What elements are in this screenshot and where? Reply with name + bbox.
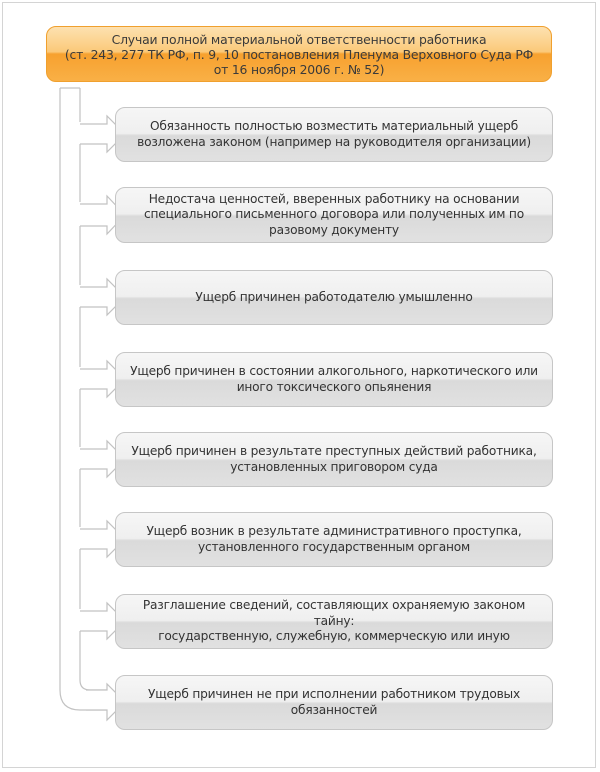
case-line: разовому документу (269, 222, 399, 237)
case-line: Ущерб причинен в состоянии алкогольного, наркотического или (130, 364, 538, 378)
case-box-4 (115, 352, 553, 407)
case-box-8 (115, 675, 553, 730)
header-line: Случаи полной материальной ответственности работника (111, 31, 487, 47)
case-box-7 (115, 594, 553, 649)
case-line: специального письменного договора или полученных им по (144, 207, 524, 222)
case-line: Ущерб возник в результате административного проступка, (146, 524, 522, 538)
case-line: государственную, служебную, коммерческую или иную (158, 629, 510, 644)
case-box-2 (115, 187, 553, 243)
case-line: установленного государственным органом (197, 539, 471, 554)
case-box-3 (115, 270, 553, 325)
case-box-6 (115, 512, 553, 567)
case-line: Недостача ценностей, вверенных работнику на основании (148, 191, 520, 206)
case-line: Ущерб причинен в результате преступных действий работника, (131, 444, 537, 458)
case-line: Разглашение сведений, составляющих охраняемую законом тайну: (142, 598, 526, 628)
case-line: установленных приговором суда (230, 459, 438, 474)
case-line: возложена законом (например на руководителя организации) (137, 134, 531, 149)
case-line: Обязанность полностью возместить материальный ущерб (149, 119, 519, 133)
header-title-box (46, 26, 552, 82)
case-box-1 (115, 107, 553, 162)
case-line: иного токсического опьянения (236, 379, 432, 394)
header-line: от 16 ноября 2006 г. № 52) (213, 61, 385, 77)
case-box-5 (115, 432, 553, 487)
header-line: (ст. 243, 277 ТК РФ, п. 9, 10 постановления Пленума Верховного Суда РФ (64, 46, 534, 62)
case-line: обязанностей (290, 702, 378, 717)
case-line: Ущерб причинен не при исполнении работником трудовых (147, 687, 520, 701)
case-line: Ущерб причинен работодателю умышленно (195, 289, 473, 304)
